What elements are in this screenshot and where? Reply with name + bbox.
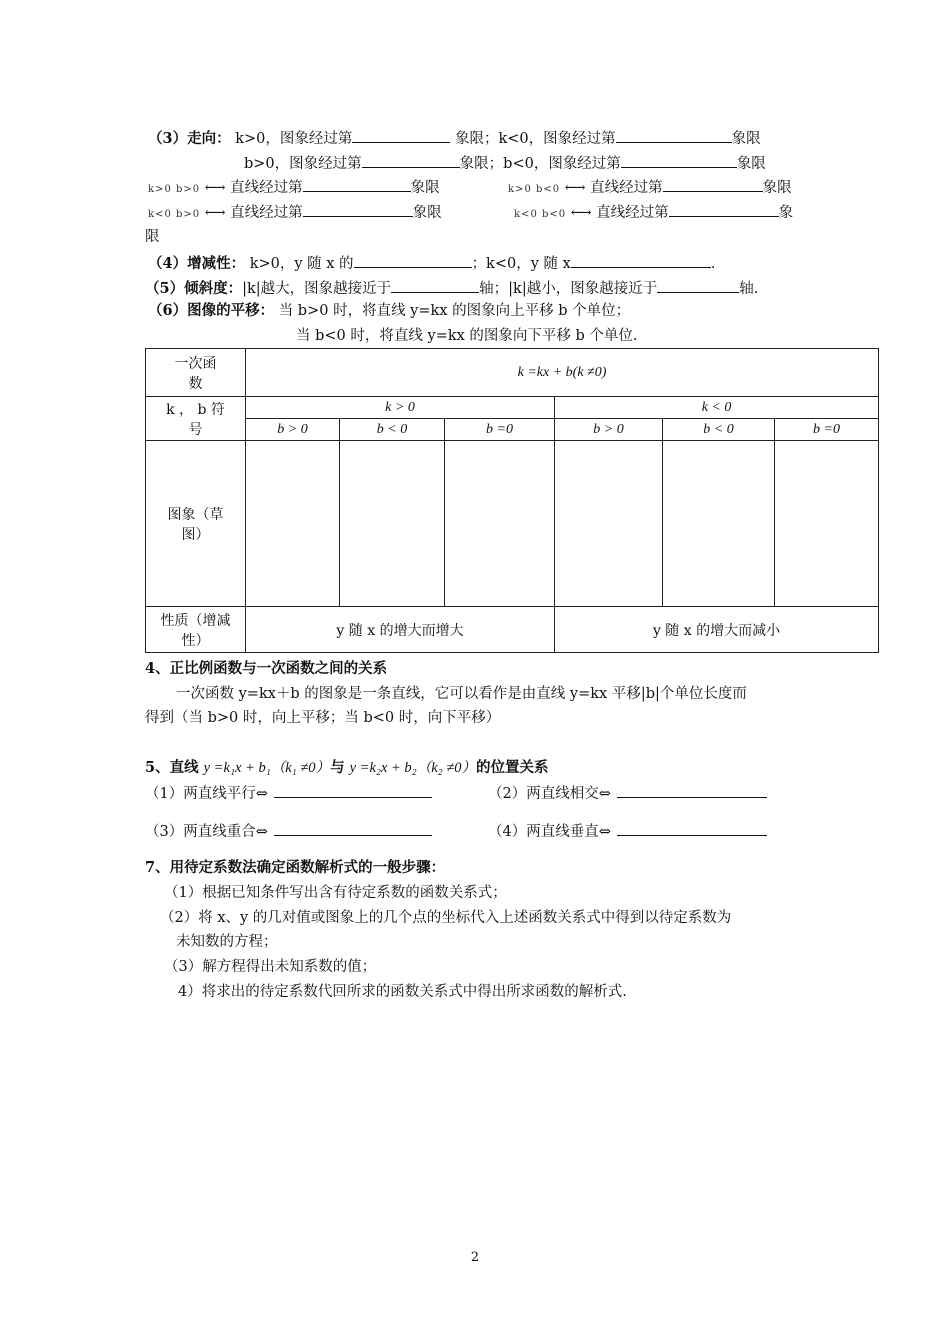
monotonic-text: .: [710, 256, 716, 272]
blank-field[interactable]: [274, 820, 432, 836]
direction-row-4b: [514, 201, 793, 225]
section-7-step: 4）将求出的待定系数代回所求的函数关系式中得出所求函数的解析式.: [178, 984, 627, 1000]
slope-text: 轴.: [739, 281, 759, 297]
direction-text: ⟷ 直线经过第: [204, 205, 303, 221]
blank-field[interactable]: [617, 820, 767, 836]
blank-field[interactable]: [303, 201, 413, 217]
relation-label: （3）两直线重合⇔: [145, 824, 268, 840]
blank-field[interactable]: [616, 127, 732, 143]
direction-text: 象限: [410, 180, 440, 196]
blank-field[interactable]: [362, 152, 460, 168]
monotonic-text: k>0，y 随 x 的: [249, 256, 354, 272]
direction-row-3: [148, 176, 440, 200]
blank-field[interactable]: [669, 201, 779, 217]
table-header-function: 一次函数: [146, 349, 246, 397]
section-7-title: 7、用待定系数法确定函数解析式的一般步骤：: [145, 859, 446, 876]
equation-1: y =k₁x + b₁: [203, 760, 271, 776]
monotonic-row: [148, 252, 715, 274]
direction-text: 限: [145, 229, 160, 245]
shift-text: 当 b<0 时，将直线 y=kx 的图象向下平移 b 个单位.: [296, 328, 638, 344]
table-b-cell: b < 0: [663, 419, 775, 441]
direction-text: ⟷ 直线经过第: [564, 180, 663, 196]
section-7-step: （3）解方程得出未知系数的值；: [164, 959, 377, 975]
equation-2: y =k₂x + b₂: [349, 760, 417, 776]
table-k-negative: k < 0: [555, 397, 879, 419]
table-b-cell: b =0: [445, 419, 555, 441]
section-5-item: [145, 820, 432, 842]
blank-field[interactable]: [621, 152, 737, 168]
slope-row: [145, 277, 758, 299]
condition-2: （k₂ ≠0）: [416, 760, 477, 776]
table-k-positive: k > 0: [246, 397, 555, 419]
monotonic-text: ；k<0，y 随 x: [471, 256, 571, 272]
direction-row-3b: [508, 176, 792, 200]
kb-condition: k<0 b>0: [148, 209, 201, 220]
direction-text: 象限: [412, 205, 442, 221]
section-5-title-c: 的位置关系: [476, 759, 549, 776]
blank-field[interactable]: [274, 782, 432, 798]
kb-condition: k<0 b<0: [514, 209, 567, 220]
section-4-title: 4、正比例函数与一次函数之间的关系: [145, 660, 388, 677]
table-b-cell: b =0: [775, 419, 879, 441]
table-increasing: y 随 x 的增大而增大: [246, 607, 555, 653]
section-5-title-a: 5、直线: [145, 759, 199, 776]
blank-field[interactable]: [352, 127, 450, 143]
table-header-graph: 图象（草图）: [146, 441, 246, 607]
blank-field[interactable]: [657, 277, 739, 293]
direction-row-1: [148, 127, 761, 149]
direction-text: k>0，图象经过第: [235, 131, 353, 147]
direction-row-2: [244, 152, 766, 174]
table-header-property: 性质（增减性）: [146, 607, 246, 653]
table-header-signs: k ， b 符号: [146, 397, 246, 441]
direction-text: 象限；k<0，图象经过第: [454, 131, 616, 147]
relation-label: （2）两直线相交⇔: [488, 786, 611, 802]
graph-sketch-cell[interactable]: [775, 441, 879, 607]
relation-label: （4）两直线垂直⇔: [488, 824, 611, 840]
slope-text: |k|越大，图象越接近于: [242, 281, 392, 297]
blank-field[interactable]: [303, 176, 411, 192]
slope-label: （5）倾斜度：: [145, 280, 243, 297]
blank-field[interactable]: [571, 252, 711, 268]
blank-field[interactable]: [391, 277, 479, 293]
blank-field[interactable]: [354, 252, 472, 268]
direction-row-4: [148, 201, 442, 225]
table-b-cell: b > 0: [555, 419, 663, 441]
graph-sketch-cell[interactable]: [340, 441, 445, 607]
monotonic-label: （4）增减性：: [148, 255, 246, 272]
section-5-item: [145, 782, 432, 804]
linear-function-table: [145, 348, 879, 653]
section-5-item: [488, 782, 767, 804]
table-decreasing: y 随 x 的增大而减小: [555, 607, 879, 653]
blank-field[interactable]: [663, 176, 763, 192]
table-b-cell: b < 0: [340, 419, 445, 441]
section-7-step: 未知数的方程；: [176, 934, 278, 950]
table-b-cell: b > 0: [246, 419, 340, 441]
slope-text: 轴；|k|越小，图象越接近于: [479, 281, 658, 297]
blank-field[interactable]: [617, 782, 767, 798]
section-4-paragraph: 得到（当 b>0 时，向上平移；当 b<0 时，向下平移）: [145, 710, 501, 726]
section-7-step: （1）根据已知条件写出含有待定系数的函数关系式；: [164, 885, 507, 901]
shift-text: 当 b>0 时，将直线 y=kx 的图象向上平移 b 个单位；: [278, 303, 631, 319]
direction-text: 象: [778, 205, 794, 221]
graph-sketch-cell[interactable]: [246, 441, 340, 607]
direction-text: 象限: [731, 131, 761, 147]
kb-condition: k>0 b>0: [148, 184, 201, 195]
direction-text: ⟷ 直线经过第: [570, 205, 669, 221]
direction-text: 象限: [736, 156, 766, 172]
direction-text: b>0，图象经过第: [244, 156, 362, 172]
shift-label: （6）图像的平移：: [148, 302, 275, 319]
condition-1: （k₁ ≠0）: [270, 760, 331, 776]
direction-text: 象限；b<0，图象经过第: [459, 156, 621, 172]
section-5-title-b: 与: [330, 759, 345, 776]
shift-row-1: [148, 301, 630, 321]
graph-sketch-cell[interactable]: [555, 441, 663, 607]
graph-sketch-cell[interactable]: [445, 441, 555, 607]
table-formula: k =kx + b(k ≠0): [246, 349, 879, 397]
page-number: 2: [470, 1250, 480, 1265]
direction-text: 象限: [762, 180, 792, 196]
kb-condition: k>0 b<0: [508, 184, 561, 195]
section-4-paragraph: 一次函数 y=kx＋b 的图象是一条直线，它可以看作是由直线 y=kx 平移|b|个单位长度而: [176, 686, 747, 702]
direction-label: （3）走向：: [148, 130, 231, 147]
relation-label: （1）两直线平行⇔: [145, 786, 268, 802]
section-5-item: [488, 820, 767, 842]
graph-sketch-cell[interactable]: [663, 441, 775, 607]
direction-text: ⟷ 直线经过第: [204, 180, 303, 196]
section-7-step: （2）将 x、y 的几对值或图象上的几个点的坐标代入上述函数关系式中得到以待定系数为: [160, 910, 732, 926]
section-5-title: [145, 758, 549, 778]
